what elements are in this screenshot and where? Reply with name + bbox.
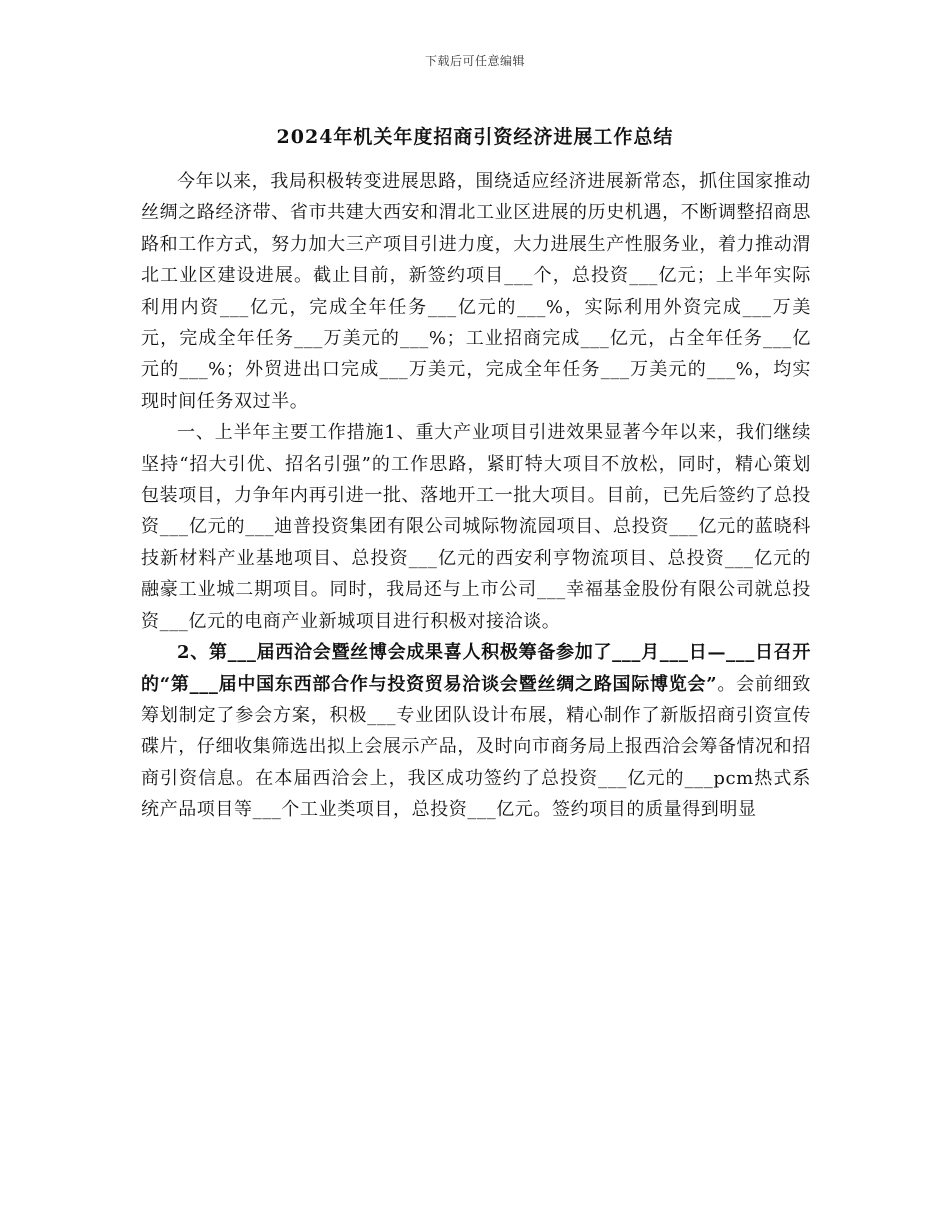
paragraph-section-2 [141, 637, 811, 825]
document-body [141, 166, 811, 826]
document-title: 2024年机关年度招商引资经济进展工作总结 [276, 126, 674, 148]
paragraph-text: 。会前细致筹划制定了参会方案，积极___专业团队设计布展，精心制作了新版招商引资宣传碟片，仔细收集筛选出拟上会展示产品，及时向市商务局上报西洽会筹备情况和招商引资信息。在本届西洽会上，我区成功签约了总投资___亿元的___pcm热式系统产品项目等___个工业类项目，总投资___亿元。签约项目的质量得到明显 [141, 673, 812, 821]
paragraph-bold-lead: 2、第___届西洽会暨丝博会成果喜人积极筹备参加了___月___日—___日召开的“第___届中国东西部合作与投资贸易洽谈会暨丝绸之路国际博览会” [141, 642, 811, 695]
page-header: 下载后可任意编辑 [424, 54, 525, 68]
paragraph-section-1: 一、上半年主要工作措施1、重大产业项目引进效果显著今年以来，我们继续坚持“招大引优、招名引强”的工作思路，紧盯特大项目不放松，同时，精心策划包装项目，力争年内再引进一批、落地开工一批大项目。目前，已先后签约了总投资___亿元的___迪普投资集团有限公司城际物流园项目、总投资___亿元的蓝晓科技新材料产业基地项目、总投资___亿元的西安利亨物流项目、总投资___亿元的融豪工业城二期项目。同时，我局还与上市公司___幸福基金股份有限公司就总投资___亿元的电商产业新城项目进行积极对接洽谈。 [141, 422, 811, 632]
paragraph-intro: 今年以来，我局积极转变进展思路，围绕适应经济进展新常态，抓住国家推动丝绸之路经济带、省市共建大西安和渭北工业区进展的历史机遇，不断调整招商思路和工作方式，努力加大三产项目引进力度，大力进展生产性服务业，着力推动渭北工业区建设进展。截止目前，新签约项目___个，总投资___亿元；上半年实际利用内资___亿元，完成全年任务___亿元的___%，实际利用外资完成___万美元，完成全年任务___万美元的___%；工业招商完成___亿元，占全年任务___亿元的___%；外贸进出口完成___万美元，完成全年任务___万美元的___%，均实现时间任务双过半。 [141, 171, 811, 412]
